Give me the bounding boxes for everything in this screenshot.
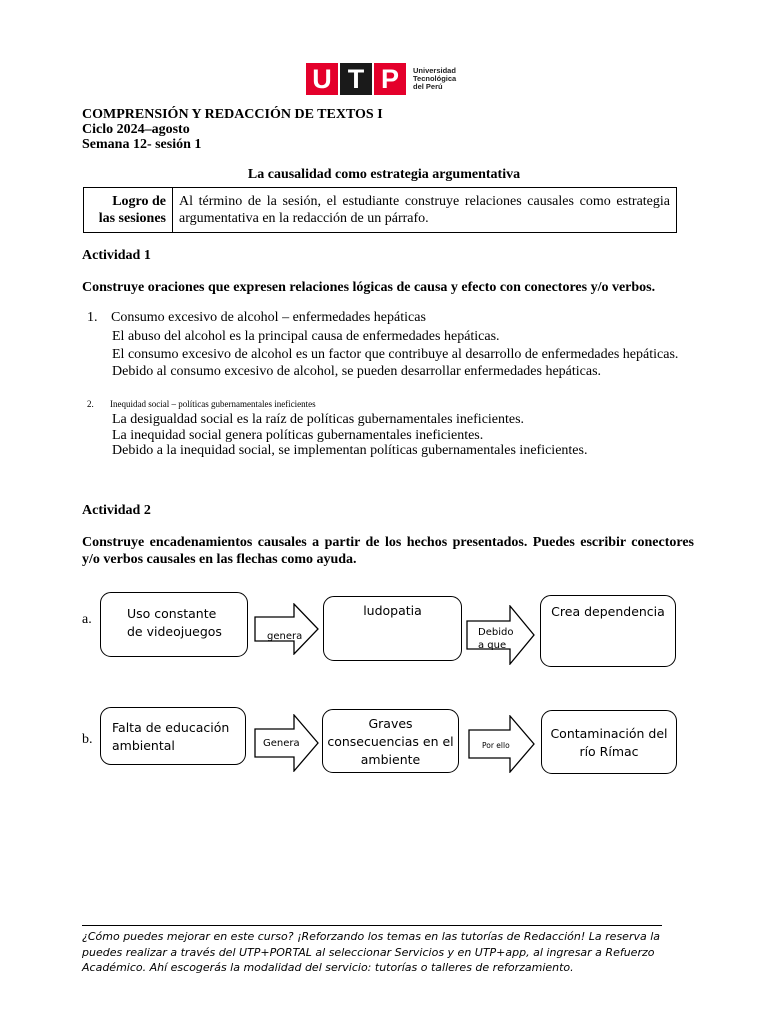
logo-university-name: Universidad Tecnológica del Perú [413, 66, 457, 91]
learning-goal-table [83, 187, 677, 233]
item1-number: 1. [87, 310, 98, 325]
course-header [82, 107, 383, 152]
row-b-arrow-1 [254, 714, 320, 772]
utp-logo [306, 63, 456, 95]
course-week: Semana 12- sesión 1 [82, 137, 202, 152]
row-a-arrow-1 [254, 603, 320, 655]
row-a-box-effect: ludopatia [323, 596, 462, 661]
row-b-box-effect: Graves consecuencias en el ambiente [322, 709, 459, 773]
item1-topic: Consumo excesivo de alcohol – enfermedades hepáticas [111, 310, 426, 325]
row-b-letter: b. [82, 732, 93, 747]
learning-goal-label: Logro de las sesiones [84, 188, 173, 233]
row-a-box-cause: Uso constante de videojuegos [100, 592, 248, 657]
item1-sentence-2: El consumo excesivo de alcohol es un factor que contribuye al desarrollo de enfermedades hepáticas. [112, 347, 679, 362]
item1-sentence-1: El abuso del alcohol es la principal causa de enfermedades hepáticas. [112, 329, 500, 344]
row-a-arrow-2-label: Debido a que [478, 627, 514, 650]
session-title: La causalidad como estrategia argumentativa [247, 167, 521, 182]
row-a-arrow-2 [466, 605, 536, 665]
row-b-arrow-2 [468, 715, 536, 773]
row-b-arrow-1-label: Genera [263, 738, 300, 749]
activity1-instruction: Construye oraciones que expresen relaciones lógicas de causa y efecto con conectores y/o verbos. [82, 280, 656, 295]
activity1-heading: Actividad 1 [82, 248, 151, 263]
course-name: COMPRENSIÓN Y REDACCIÓN DE TEXTOS I [82, 107, 383, 122]
logo-letter-t: T [340, 63, 372, 95]
course-cycle: Ciclo 2024–agosto [82, 122, 190, 137]
learning-goal-text: Al término de la sesión, el estudiante construye relaciones causales como estrategia argumentativa en la redacción de un párrafo. [173, 188, 677, 233]
item1-sentence-3: Debido al consumo excesivo de alcohol, se pueden desarrollar enfermedades hepáticas. [112, 364, 602, 379]
row-b-arrow-2-label: Por ello [482, 741, 510, 750]
item2-sentence-3: Debido a la inequidad social, se implementan políticas gubernamentales ineficientes. [112, 443, 588, 458]
logo-letter-p: P [374, 63, 406, 95]
row-a-box-consequence: Crea dependencia [540, 595, 676, 667]
activity2-instruction: Construye encadenamientos causales a partir de los hechos presentados. Puedes escribir conectores y/o verbos causales en las flechas como ayuda. [82, 535, 694, 567]
row-b-box-cause: Falta de educación ambiental [100, 707, 246, 765]
item2-sentence-1: La desigualdad social es la raíz de políticas gubernamentales ineficientes. [112, 412, 525, 427]
row-a-letter: a. [82, 612, 92, 627]
footer-note: ¿Cómo puedes mejorar en este curso? ¡Reforzando los temas en las tutorías de Redacción! La reserva la puedes realizar a través del UTP+PORTAL al seleccionar Servicios y en UTP+app, al ingresar a Refuerzo Académico. Ahí escogerás la modalidad del servicio: tutorías o talleres de reforzamiento. [82, 930, 661, 974]
row-a-arrow-1-label: genera [267, 631, 303, 642]
item2-number: 2. [87, 399, 94, 409]
logo-letter-u: U [306, 63, 338, 95]
row-b-box-consequence: Contaminación del río Rímac [541, 710, 677, 774]
activity2-heading: Actividad 2 [82, 503, 151, 518]
item2-sentence-2: La inequidad social genera políticas gubernamentales ineficientes. [112, 428, 484, 443]
footer-divider [82, 925, 662, 926]
item2-topic: Inequidad social – políticas gubernamentales ineficientes [110, 399, 316, 409]
